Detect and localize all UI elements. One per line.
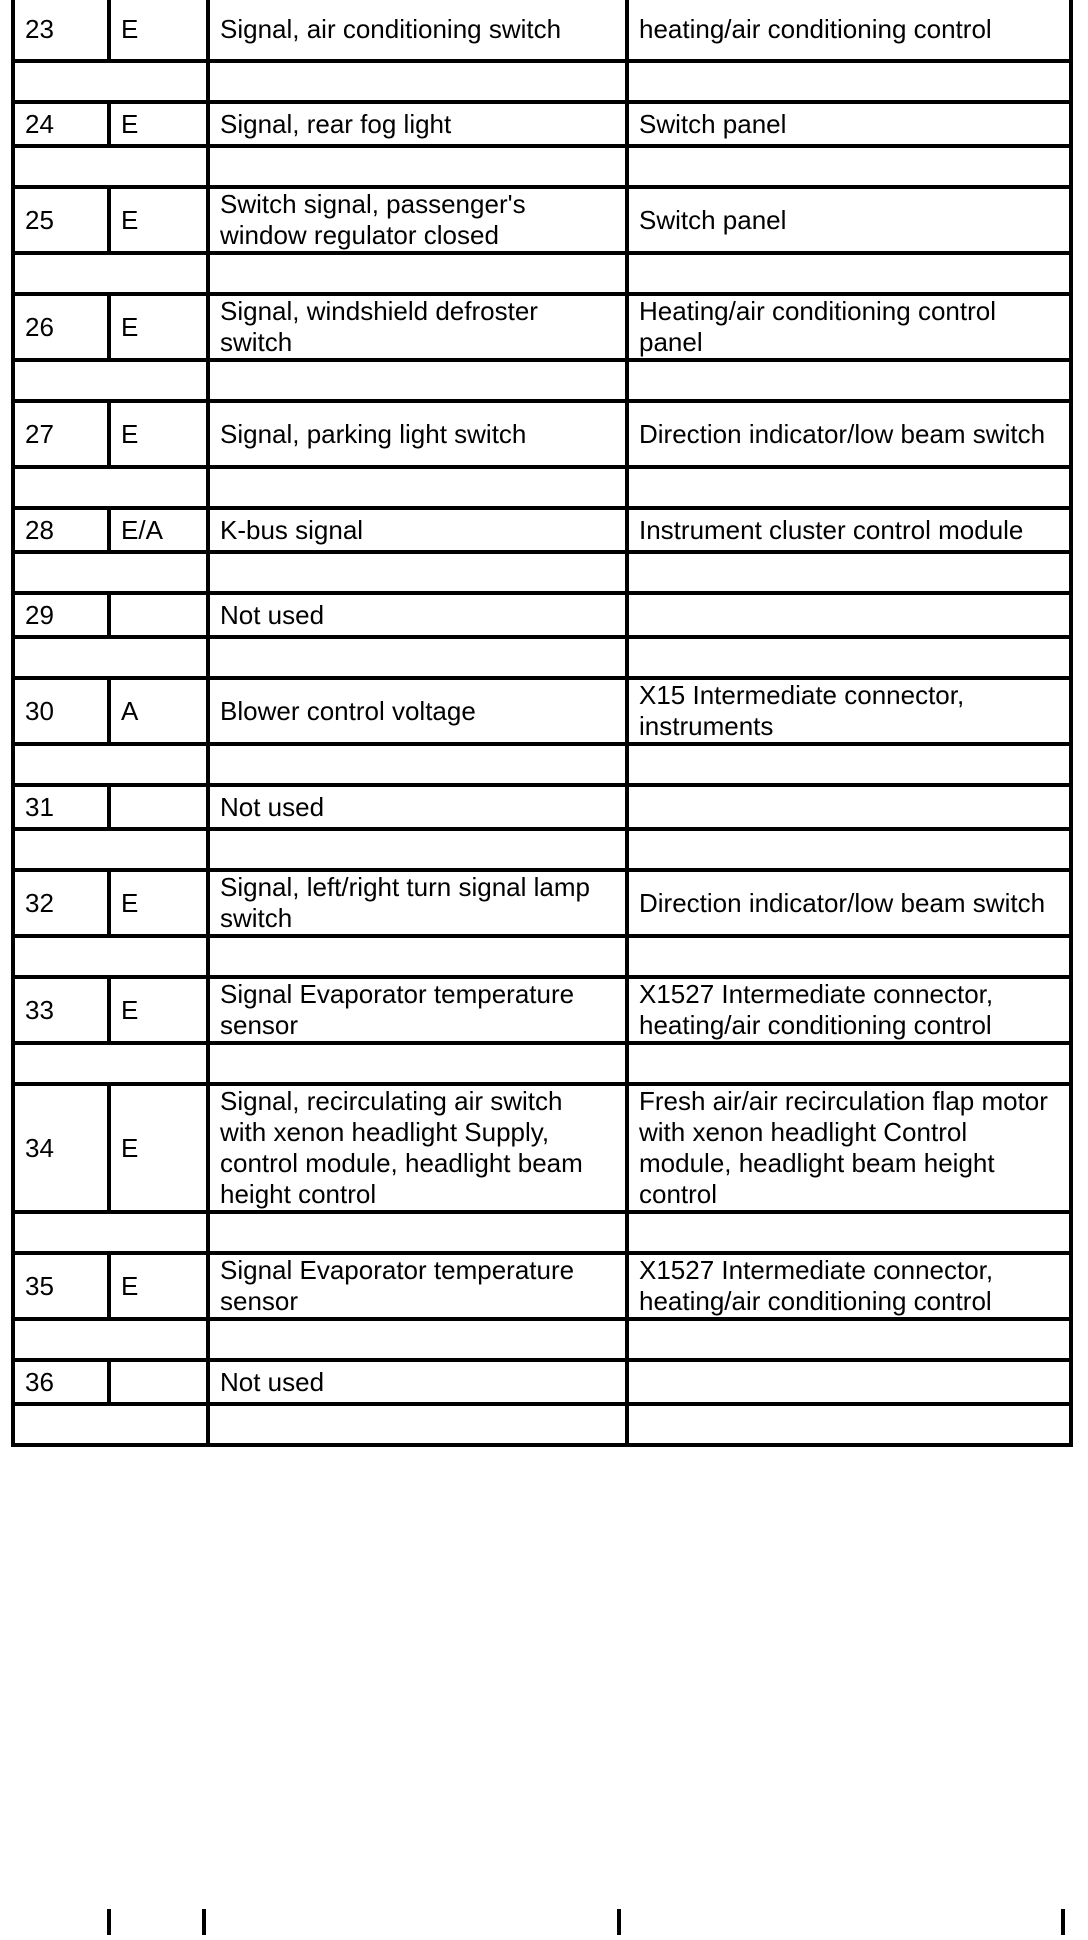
empty-cell	[109, 253, 208, 294]
pin-number-cell: 24	[13, 102, 109, 146]
spacer-row	[13, 1043, 1071, 1084]
description-cell: Blower control voltage	[208, 678, 627, 744]
empty-cell	[208, 146, 627, 187]
empty-cell	[13, 637, 109, 678]
description-cell: Signal, recirculating air switch with xenon headlight Supply, control module, headlight beam height control	[208, 1084, 627, 1212]
spacer-row	[13, 253, 1071, 294]
empty-cell	[13, 1404, 109, 1445]
table-row	[13, 870, 1071, 936]
empty-cell	[208, 360, 627, 401]
empty-cell	[109, 1404, 208, 1445]
empty-cell	[208, 744, 627, 785]
description-cell: Switch signal, passenger's window regulator closed	[208, 187, 627, 253]
empty-cell	[109, 360, 208, 401]
spacer-row	[13, 829, 1071, 870]
spacer-row	[13, 637, 1071, 678]
table-row	[13, 187, 1071, 253]
empty-cell	[208, 467, 627, 508]
signal-type-cell	[109, 593, 208, 637]
spacer-row	[13, 744, 1071, 785]
signal-type-cell: E	[109, 187, 208, 253]
empty-cell	[208, 1212, 627, 1253]
empty-cell	[13, 829, 109, 870]
signal-type-cell	[109, 1360, 208, 1404]
empty-cell	[109, 552, 208, 593]
pin-number-cell: 25	[13, 187, 109, 253]
table-continuation-line	[202, 1909, 206, 1935]
table-row	[13, 508, 1071, 552]
description-cell: Signal, parking light switch	[208, 401, 627, 467]
empty-cell	[109, 467, 208, 508]
empty-cell	[627, 146, 1071, 187]
empty-cell	[627, 61, 1071, 102]
connection-cell: Instrument cluster control module	[627, 508, 1071, 552]
connection-cell: Direction indicator/low beam switch	[627, 870, 1071, 936]
empty-cell	[208, 1404, 627, 1445]
empty-cell	[109, 1319, 208, 1360]
description-cell: Signal, windshield defroster switch	[208, 294, 627, 360]
empty-cell	[13, 61, 109, 102]
empty-cell	[627, 1319, 1071, 1360]
empty-cell	[13, 1043, 109, 1084]
pin-number-cell: 28	[13, 508, 109, 552]
signal-type-cell: E	[109, 401, 208, 467]
signal-type-cell: E	[109, 1253, 208, 1319]
table-row	[13, 1360, 1071, 1404]
connection-cell: Switch panel	[627, 187, 1071, 253]
connection-cell: heating/air conditioning control	[627, 0, 1071, 61]
description-cell: Signal, left/right turn signal lamp switch	[208, 870, 627, 936]
empty-cell	[109, 146, 208, 187]
table-row	[13, 785, 1071, 829]
pin-number-cell: 33	[13, 977, 109, 1043]
empty-cell	[109, 936, 208, 977]
pin-number-cell: 31	[13, 785, 109, 829]
empty-cell	[208, 61, 627, 102]
empty-cell	[109, 1043, 208, 1084]
description-cell: Signal Evaporator temperature sensor	[208, 977, 627, 1043]
description-cell: Not used	[208, 785, 627, 829]
empty-cell	[13, 467, 109, 508]
empty-cell	[627, 1404, 1071, 1445]
empty-cell	[627, 552, 1071, 593]
spacer-row	[13, 467, 1071, 508]
spacer-row	[13, 1212, 1071, 1253]
empty-cell	[13, 146, 109, 187]
spacer-row	[13, 1404, 1071, 1445]
empty-cell	[627, 360, 1071, 401]
table-row	[13, 678, 1071, 744]
empty-cell	[109, 61, 208, 102]
empty-cell	[208, 829, 627, 870]
empty-cell	[13, 936, 109, 977]
pin-number-cell: 36	[13, 1360, 109, 1404]
table-continuation-line	[617, 1909, 621, 1935]
table-continuation-line	[107, 1909, 111, 1935]
table-row	[13, 593, 1071, 637]
empty-cell	[13, 552, 109, 593]
empty-cell	[627, 936, 1071, 977]
empty-cell	[208, 1043, 627, 1084]
empty-cell	[627, 829, 1071, 870]
signal-type-cell: E	[109, 294, 208, 360]
signal-type-cell: E/A	[109, 508, 208, 552]
empty-cell	[109, 637, 208, 678]
pin-number-cell: 23	[13, 0, 109, 61]
empty-cell	[627, 253, 1071, 294]
spacer-row	[13, 61, 1071, 102]
table-row	[13, 977, 1071, 1043]
table-row	[13, 1253, 1071, 1319]
description-cell: Signal Evaporator temperature sensor	[208, 1253, 627, 1319]
description-cell: Signal, rear fog light	[208, 102, 627, 146]
table-row	[13, 1084, 1071, 1212]
connection-cell: X1527 Intermediate connector, heating/air conditioning control	[627, 1253, 1071, 1319]
connection-cell	[627, 1360, 1071, 1404]
empty-cell	[13, 1212, 109, 1253]
description-cell: Not used	[208, 1360, 627, 1404]
spacer-row	[13, 1319, 1071, 1360]
table-row	[13, 102, 1071, 146]
pin-number-cell: 35	[13, 1253, 109, 1319]
pin-assignment-table	[11, 0, 1073, 1447]
empty-cell	[109, 744, 208, 785]
table-row	[13, 294, 1071, 360]
signal-type-cell	[109, 785, 208, 829]
spacer-row	[13, 146, 1071, 187]
empty-cell	[627, 637, 1071, 678]
empty-cell	[627, 467, 1071, 508]
pin-number-cell: 34	[13, 1084, 109, 1212]
signal-type-cell: E	[109, 977, 208, 1043]
empty-cell	[208, 253, 627, 294]
pin-number-cell: 26	[13, 294, 109, 360]
pin-number-cell: 29	[13, 593, 109, 637]
empty-cell	[13, 1319, 109, 1360]
connection-cell: X1527 Intermediate connector, heating/air conditioning control	[627, 977, 1071, 1043]
pin-table-body	[13, 0, 1071, 1445]
pin-number-cell: 27	[13, 401, 109, 467]
description-cell: K-bus signal	[208, 508, 627, 552]
empty-cell	[208, 936, 627, 977]
empty-cell	[627, 1212, 1071, 1253]
empty-cell	[109, 829, 208, 870]
description-cell: Not used	[208, 593, 627, 637]
connection-cell	[627, 593, 1071, 637]
table-row	[13, 401, 1071, 467]
spacer-row	[13, 360, 1071, 401]
signal-type-cell: A	[109, 678, 208, 744]
pin-number-cell: 30	[13, 678, 109, 744]
signal-type-cell: E	[109, 870, 208, 936]
empty-cell	[13, 744, 109, 785]
empty-cell	[13, 360, 109, 401]
empty-cell	[13, 253, 109, 294]
empty-cell	[208, 637, 627, 678]
empty-cell	[627, 1043, 1071, 1084]
connection-cell: Heating/air conditioning control panel	[627, 294, 1071, 360]
pin-number-cell: 32	[13, 870, 109, 936]
spacer-row	[13, 936, 1071, 977]
empty-cell	[208, 552, 627, 593]
connection-cell	[627, 785, 1071, 829]
connection-cell: Direction indicator/low beam switch	[627, 401, 1071, 467]
connection-cell: Fresh air/air recirculation flap motor with xenon headlight Control module, headlight beam height control	[627, 1084, 1071, 1212]
connection-cell: Switch panel	[627, 102, 1071, 146]
description-cell: Signal, air conditioning switch	[208, 0, 627, 61]
signal-type-cell: E	[109, 102, 208, 146]
signal-type-cell: E	[109, 1084, 208, 1212]
table-continuation-line	[1061, 1909, 1065, 1935]
connection-cell: X15 Intermediate connector, instruments	[627, 678, 1071, 744]
spacer-row	[13, 552, 1071, 593]
table-row	[13, 0, 1071, 61]
empty-cell	[627, 744, 1071, 785]
empty-cell	[109, 1212, 208, 1253]
empty-cell	[208, 1319, 627, 1360]
signal-type-cell: E	[109, 0, 208, 61]
